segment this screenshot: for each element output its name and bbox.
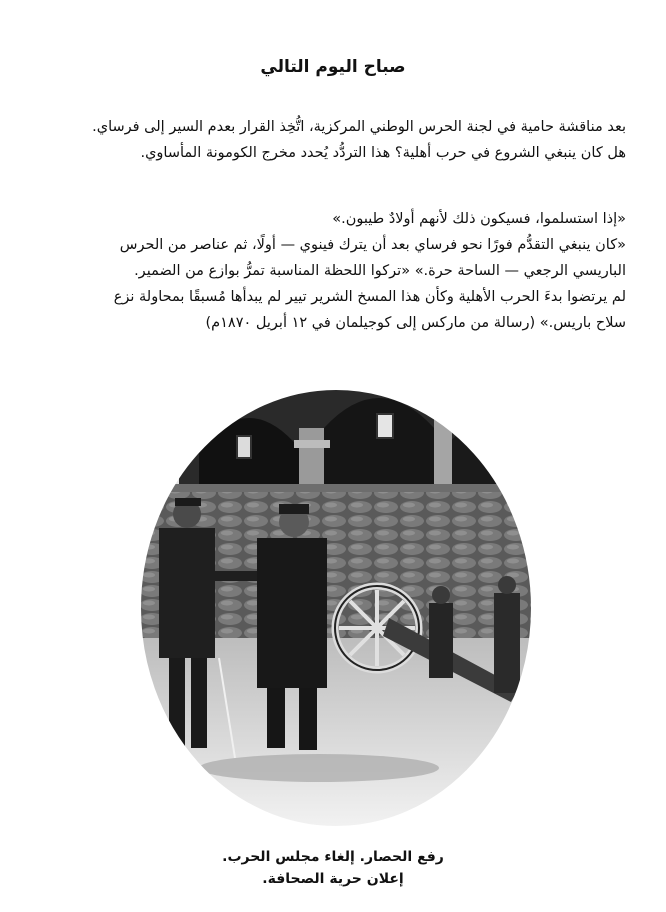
quote-line: سلاح باريس.» (رسالة من ماركس إلى كوجيلمان في ١٢ أبريل ١٨٧٠م) [205,315,626,331]
intro-line: بعد مناقشة حامية في لجنة الحرس الوطني المركزية، اتُّخِذ القرار بعدم السير إلى فرساي. [92,119,626,135]
intro-paragraph [36,114,626,166]
caption-line-1: رفع الحصار. إلغاء مجلس الحرب. [222,849,444,865]
quote-line: «كان ينبغي التقدُّم فورًا نحو فرساي بعد أن يترك فينوي — أولًا، ثم عناصر من الحرس [119,237,626,253]
intro-line: هل كان ينبغي الشروع في حرب أهلية؟ هذا التردُّد يُحدد مخرج الكومونة المأساوي. [140,145,626,161]
quote-paragraph [36,206,626,336]
historical-photo [139,388,533,828]
quote-line: الباريسي الرجعي — الساحة حرة.» «تركوا اللحظة المناسبة تمرُّ بوازع من الضمير. [134,263,626,279]
caption-line-2: إعلان حرية الصحافة. [262,871,404,887]
photo-caption [0,846,666,890]
quote-line: لم يرتضوا بدءَ الحرب الأهلية وكأن هذا المسخ الشرير تيير لم يبدأها مُسبقًا بمحاولة نزع [113,289,626,305]
quote-line: «إذا استسلموا، فسيكون ذلك لأنهم أولادٌ طيبون.» [332,211,626,227]
photo-image [139,388,533,828]
page-title: صباح اليوم التالي [260,57,406,77]
